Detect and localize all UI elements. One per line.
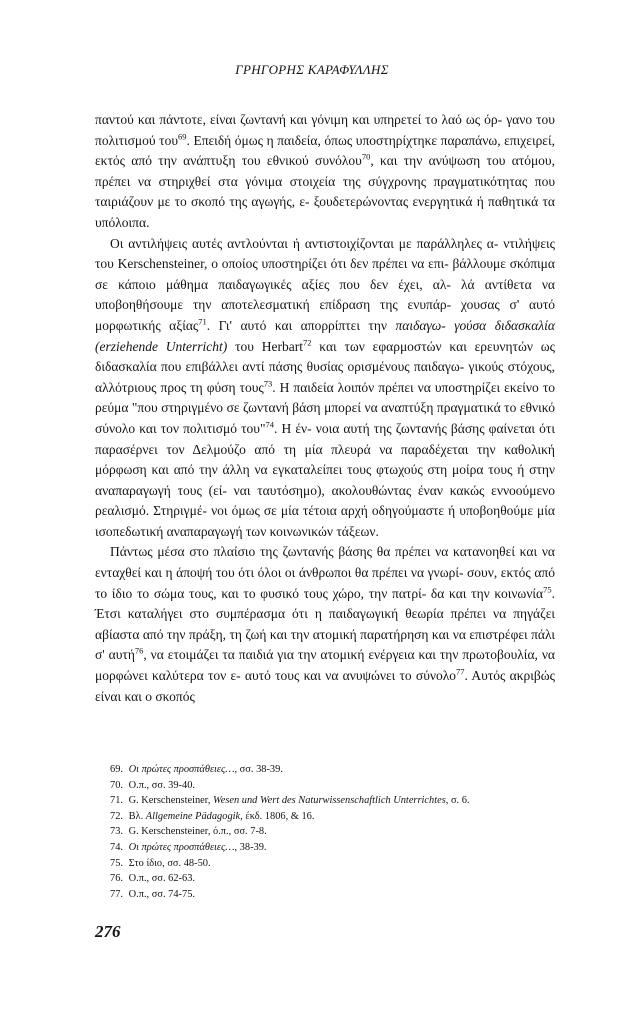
text-run: , σσ. 38-39. — [234, 764, 283, 775]
text-run: Βλ. — [128, 810, 146, 822]
footnote — [110, 887, 570, 903]
text-run: Πάντως μέσα στο πλαίσιο της ζωντανής βάσης θα πρέπει να κατανοηθεί και να ενταχθεί και η άποψή του ότι όλοι οι άνθρωποι θα πρέπει να γνωρί- σουν, εκτός από το ίδιο το σώμα τους, και το φυσικό τους χώρο, την πατρί- δα και την κοινωνία — [95, 544, 555, 601]
footnote-number: 74. — [110, 841, 123, 853]
paragraph — [95, 234, 555, 543]
footnote — [110, 809, 570, 825]
footnote — [110, 778, 570, 794]
page-number: 276 — [95, 922, 121, 941]
running-header: ΓΡΗΓΟΡΗΣ ΚΑΡΑΦΥΛΛΗΣ — [235, 62, 389, 77]
text-run: , έκδ. 1806, & 16. — [240, 810, 315, 822]
footnote-ref: 69 — [178, 131, 187, 142]
footnote-ref: 74 — [265, 419, 275, 430]
text-run: Οι αντιλήψεις αυτές αντλούνται ή αντιστοιχίζονται με παράλληλες α- ντιλήψεις του Kerschensteiner, ο οποίος υποστηρίζει ότι δεν πρέπει να επι- βάλλουμε σκόπιμα σε κάποιο μάθημα παιδαγωγικές αξίες που δεν έχει, αλ- λά αντίθετα να υποβοηθήσουμε την αποτελεσματική επίδραση της ενυπάρ- χουσας σ' αυτό μορφωτικής αξίας — [95, 235, 555, 333]
footnote-ref: 75 — [543, 584, 552, 595]
footnote-number: 71. — [110, 795, 123, 807]
footnote-number: 77. — [110, 888, 123, 900]
text-run: Ο.π., σσ. 39-40. — [128, 779, 195, 791]
footnote-number: 70. — [110, 779, 123, 791]
footnote-number: 69. — [110, 764, 123, 775]
text-run: . Επειδή όμως η παιδεία, όπως υποστηρίχτηκε παραπάνω, επιχειρεί, εκτός από την ανάπτυξη του εθνικού συνόλου — [95, 132, 555, 169]
text-run: , σ. 6. — [445, 795, 470, 807]
text-run: Στο ίδιο, σσ. 48-50. — [128, 857, 211, 869]
text-run: Ο.π., σσ. 74-75. — [128, 888, 195, 900]
footnote-ref: 76 — [134, 645, 144, 656]
text-run: του Herbart — [227, 338, 303, 354]
italic-text: Οι πρώτες προσπάθειες… — [128, 841, 235, 853]
text-run: . Γι' αυτό και απορρίπτει την — [206, 317, 396, 333]
footnote-number: 73. — [110, 826, 123, 838]
footnote — [110, 871, 570, 887]
footnote-number: 75. — [110, 857, 123, 869]
text-run: G. Kerschensteiner, ό.π., σσ. 7-8. — [128, 826, 267, 838]
paragraph — [95, 110, 555, 234]
footnote-ref: 73 — [263, 378, 273, 389]
footnotes — [110, 762, 570, 902]
paragraph — [95, 542, 555, 707]
text-run: . Έτσι καταλήγει στο συμπέρασμα ότι η παιδαγωγική θεωρία πρέπει να πηγάζει αβίαστα από την πράξη, τη ζωή και την ατομική παρατήρηση και να επιστρέφει πάλι σ' αυτή — [95, 585, 555, 663]
body-text — [95, 110, 555, 707]
footnote-number: 72. — [110, 810, 123, 822]
footnote-ref: 77 — [456, 666, 465, 677]
footnote-number: 76. — [110, 873, 123, 885]
footnote — [110, 824, 570, 840]
italic-text: παιδαγω- γούσα διδασκαλία (erziehende Unterricht) — [95, 317, 555, 354]
footnote — [110, 856, 570, 872]
italic-text: Wesen und Wert des Naturwissenschaftlich Unterrichtes — [213, 795, 446, 807]
text-run: παντού και πάντοτε, είναι ζωντανή και γόνιμη και υπηρετεί το λαό ως όρ- γανο του πολιτισμού του — [95, 112, 555, 148]
footnote-ref: 71 — [198, 316, 207, 327]
text-run: , και την ανύψωση του ατόμου, πρέπει να στηριχθεί στα γόνιμα στοιχεία της σύγχρονης πραγματικότητας που ταιριάζουν με το σκοπό της αγωγής, ε- ξουδετερώνοντας ενεργητικά ή παθητικά τα υπόλοιπα. — [95, 153, 555, 230]
footnote — [110, 762, 570, 778]
text-run: , να ετοιμάζει τα παιδιά για την ατομική ενέργεια και την πρωτοβουλία, να μορφώνει καλύτερα τον ε- αυτό τους και να ανυψώνει το σύνολο — [95, 647, 555, 684]
footnote — [110, 840, 570, 856]
text-run: . Η έν- νοια αυτή της ζωντανής βάσης φαίνεται ότι παρασέρνει τον Δελμούζο από τη μία πλευρά να παραδέχεται την καθολική μόρφωση και από την άλλη να εγκαταλείπει τους φτωχούς στη μοίρα τους ή στην αναπαραγωγή τους (εί- ναι ταυτόσημο), ακολουθώντας έναν κακώς εννοούμενο ρεαλισμό. Στηριγμέ- νοι όμως σε μία τέτοια αρχή οδηγούμαστε ή υποβοηθούμε μία ισοπεδωτική αναπαραγωγή των κοινωνικών τάξεων. — [95, 420, 555, 539]
text-run: G. Kerschensteiner, — [128, 795, 214, 807]
text-run: . Αυτός ακριβώς είναι και ο σκοπός — [95, 668, 555, 704]
text-run: και των εφαρμοστών και ερευνητών ως διδασκαλία που επιβάλλει αντί πάσης θυσίας ορισμένους παιδαγω- γικούς στόχους, αλλότριους προς τη φύση τους — [95, 338, 555, 395]
footnote — [110, 793, 570, 809]
footnote-ref: 70 — [361, 151, 371, 162]
footnote-ref: 72 — [302, 337, 312, 348]
text-run: , 38-39. — [234, 841, 267, 853]
text-run: . Η παιδεία λοιπόν πρέπει να υποστηρίζει εκείνο το ρεύμα "που στηριγμένο σε ζωντανή βάση μπορεί να αναπτύξη πραγματικά το εθνικό σύνολο και τον πολιτισμό του" — [95, 379, 555, 436]
italic-text: Allgemeine Pädagogik — [145, 810, 241, 822]
text-run: Ο.π., σσ. 62-63. — [128, 873, 195, 885]
italic-text: Οι πρώτες προσπάθειες… — [128, 764, 235, 775]
